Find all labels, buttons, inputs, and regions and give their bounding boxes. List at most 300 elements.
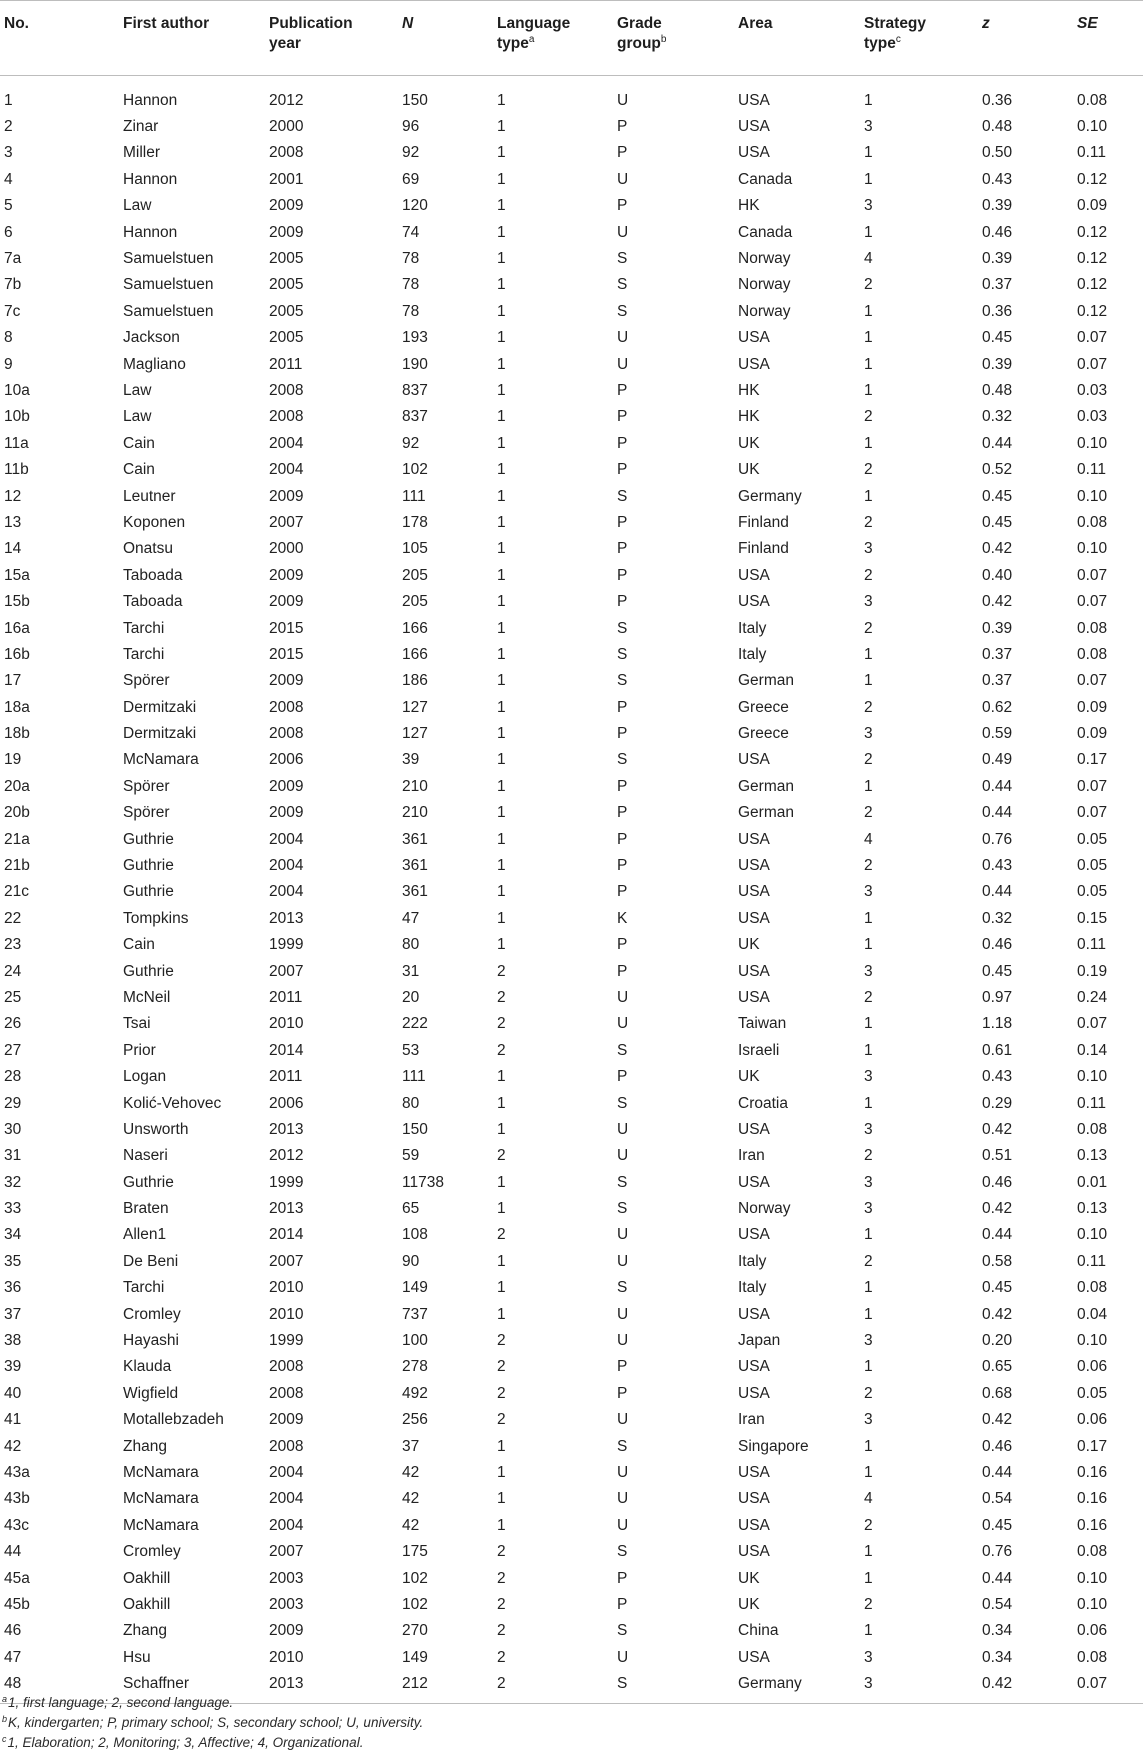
cell-publication-year: 2013 (269, 1200, 304, 1218)
cell-strategy-type: 2 (864, 698, 873, 716)
cell-first-author: Spörer (123, 804, 170, 822)
cell-area: Norway (738, 276, 791, 294)
cell-publication-year: 2015 (269, 619, 304, 637)
cell-first-author: De Beni (123, 1252, 179, 1270)
cell-area: HK (738, 381, 760, 399)
cell-no: 23 (4, 936, 22, 954)
cell-grade-group: U (617, 1252, 629, 1270)
cell-n: 210 (402, 804, 428, 822)
cell-z: 0.43 (982, 857, 1013, 875)
cell-no: 21a (4, 830, 30, 848)
cell-z: 0.45 (982, 487, 1013, 505)
cell-first-author: Guthrie (123, 857, 174, 875)
cell-n: 31 (402, 962, 420, 980)
cell-language-type: 1 (497, 91, 506, 109)
cell-z: 0.37 (982, 672, 1013, 690)
cell-no: 41 (4, 1411, 22, 1429)
cell-first-author: Spörer (123, 672, 170, 690)
cell-grade-group: U (617, 1332, 629, 1350)
table-row (0, 1645, 1143, 1671)
cell-n: 47 (402, 909, 420, 927)
cell-se: 0.17 (1077, 751, 1108, 769)
cell-n: 105 (402, 540, 428, 558)
cell-z: 0.39 (982, 250, 1013, 268)
cell-z: 0.48 (982, 381, 1013, 399)
cell-grade-group: U (617, 1516, 629, 1534)
cell-language-type: 1 (497, 1437, 506, 1455)
cell-strategy-type: 3 (864, 540, 873, 558)
cell-grade-group: S (617, 619, 628, 637)
cell-strategy-type: 3 (864, 1120, 873, 1138)
cell-publication-year: 2005 (269, 276, 304, 294)
cell-language-type: 1 (497, 276, 506, 294)
cell-grade-group: P (617, 118, 628, 136)
cell-area: USA (738, 751, 770, 769)
cell-first-author: Spörer (123, 777, 170, 795)
cell-publication-year: 2005 (269, 329, 304, 347)
cell-n: 108 (402, 1226, 428, 1244)
cell-se: 0.07 (1077, 804, 1108, 822)
table-row (0, 510, 1143, 536)
cell-z: 0.52 (982, 461, 1013, 479)
cell-n: 80 (402, 1094, 420, 1112)
cell-strategy-type: 3 (864, 118, 873, 136)
cell-n: 20 (402, 988, 420, 1006)
cell-grade-group: S (617, 1437, 628, 1455)
cell-publication-year: 2008 (269, 1384, 304, 1402)
header-z: z (982, 15, 990, 32)
cell-language-type: 1 (497, 619, 506, 637)
cell-area: USA (738, 593, 770, 611)
cell-area: German (738, 804, 794, 822)
cell-strategy-type: 2 (864, 988, 873, 1006)
cell-se: 0.14 (1077, 1041, 1108, 1059)
cell-strategy-type: 1 (864, 1622, 873, 1640)
cell-area: USA (738, 91, 770, 109)
table-row (0, 932, 1143, 958)
cell-publication-year: 2004 (269, 434, 304, 452)
cell-se: 0.08 (1077, 513, 1108, 531)
cell-strategy-type: 3 (864, 1648, 873, 1666)
cell-area: Singapore (738, 1437, 809, 1455)
cell-publication-year: 2015 (269, 645, 304, 663)
cell-first-author: Zhang (123, 1437, 167, 1455)
cell-strategy-type: 2 (864, 1252, 873, 1270)
cell-language-type: 2 (497, 1622, 506, 1640)
cell-first-author: Tarchi (123, 619, 165, 637)
cell-z: 0.44 (982, 1226, 1013, 1244)
table-row (0, 1275, 1143, 1301)
cell-z: 0.42 (982, 540, 1013, 558)
cell-n: 39 (402, 751, 420, 769)
table-row (0, 88, 1143, 114)
table-row (0, 536, 1143, 562)
cell-se: 0.04 (1077, 1305, 1108, 1323)
cell-area: USA (738, 1490, 770, 1508)
table-row (0, 1038, 1143, 1064)
cell-first-author: Samuelstuen (123, 276, 214, 294)
cell-area: UK (738, 1569, 760, 1587)
cell-language-type: 1 (497, 329, 506, 347)
cell-z: 0.58 (982, 1252, 1013, 1270)
cell-language-type: 2 (497, 1648, 506, 1666)
table-row (0, 1513, 1143, 1539)
cell-area: USA (738, 144, 770, 162)
cell-n: 127 (402, 725, 428, 743)
cell-se: 0.13 (1077, 1200, 1108, 1218)
cell-first-author: Hsu (123, 1648, 151, 1666)
cell-area: USA (738, 1464, 770, 1481)
cell-no: 5 (4, 197, 13, 215)
cell-n: 361 (402, 883, 428, 901)
header-strategy-type: Strategy type$^c$ (864, 15, 927, 52)
cell-z: 0.36 (982, 91, 1013, 109)
cell-area: USA (738, 1173, 770, 1191)
cell-n: 42 (402, 1464, 420, 1481)
cell-strategy-type: 1 (864, 1543, 873, 1561)
cell-no: 18a (4, 698, 30, 716)
cell-z: 0.43 (982, 170, 1013, 188)
cell-first-author: Motallebzadeh (123, 1411, 224, 1429)
cell-z: 0.76 (982, 830, 1013, 848)
cell-z: 0.44 (982, 434, 1013, 452)
cell-se: 0.12 (1077, 223, 1108, 241)
cell-language-type: 2 (497, 1226, 506, 1244)
cell-no: 33 (4, 1200, 22, 1218)
cell-area: Croatia (738, 1094, 788, 1112)
table-row (0, 1618, 1143, 1644)
cell-no: 19 (4, 751, 22, 769)
cell-area: Italy (738, 1279, 767, 1297)
cell-z: 0.45 (982, 1279, 1013, 1297)
cell-grade-group: P (617, 513, 628, 531)
cell-language-type: 1 (497, 540, 506, 558)
table-row (0, 853, 1143, 879)
cell-area: UK (738, 1068, 760, 1086)
cell-language-type: 2 (497, 1411, 506, 1429)
cell-area: Italy (738, 619, 767, 637)
cell-publication-year: 2011 (269, 988, 303, 1006)
cell-first-author: Hannon (123, 223, 178, 241)
cell-se: 0.10 (1077, 1595, 1108, 1613)
cell-no: 10a (4, 381, 30, 399)
cell-no: 14 (4, 540, 22, 558)
table-row (0, 457, 1143, 483)
cell-grade-group: P (617, 804, 628, 822)
cell-first-author: Guthrie (123, 1173, 174, 1191)
cell-no: 11b (4, 461, 29, 479)
cell-z: 0.48 (982, 118, 1013, 136)
cell-strategy-type: 1 (864, 91, 873, 109)
cell-no: 43c (4, 1516, 29, 1534)
cell-grade-group: P (617, 883, 628, 901)
cell-language-type: 2 (497, 1015, 506, 1033)
cell-language-type: 1 (497, 118, 506, 136)
cell-publication-year: 2007 (269, 513, 304, 531)
cell-strategy-type: 3 (864, 962, 873, 980)
cell-first-author: Hayashi (123, 1332, 179, 1350)
cell-strategy-type: 1 (864, 170, 873, 188)
cell-area: Germany (738, 487, 802, 505)
table-row (0, 114, 1143, 140)
cell-z: 0.44 (982, 777, 1013, 795)
cell-strategy-type: 1 (864, 1279, 873, 1297)
cell-strategy-type: 1 (864, 1094, 873, 1112)
table-row (0, 906, 1143, 932)
cell-no: 15b (4, 593, 30, 611)
cell-z: 0.46 (982, 1437, 1013, 1455)
cell-area: China (738, 1622, 779, 1640)
cell-z: 0.97 (982, 988, 1013, 1006)
table-row (0, 721, 1143, 747)
cell-z: 0.61 (982, 1041, 1013, 1059)
cell-grade-group: S (617, 1543, 628, 1561)
cell-area: UK (738, 434, 760, 452)
cell-se: 0.07 (1077, 777, 1108, 795)
cell-language-type: 2 (497, 1147, 506, 1165)
cell-no: 30 (4, 1120, 22, 1138)
cell-z: 0.37 (982, 276, 1013, 294)
cell-publication-year: 2003 (269, 1595, 304, 1613)
cell-area: USA (738, 355, 770, 373)
cell-se: 0.11 (1077, 1094, 1107, 1112)
cell-z: 0.40 (982, 566, 1013, 584)
table-row (0, 483, 1143, 509)
cell-grade-group: U (617, 223, 629, 241)
header-first-author: First author (123, 15, 210, 32)
cell-grade-group: P (617, 698, 628, 716)
cell-strategy-type: 1 (864, 1437, 873, 1455)
cell-language-type: 1 (497, 487, 506, 505)
cell-area: USA (738, 857, 770, 875)
cell-language-type: 1 (497, 434, 506, 452)
cell-no: 3 (4, 144, 13, 162)
cell-area: Finland (738, 513, 789, 531)
cell-strategy-type: 1 (864, 355, 873, 373)
cell-language-type: 2 (497, 988, 506, 1006)
table-row (0, 1328, 1143, 1354)
cell-se: 0.10 (1077, 540, 1108, 558)
table-row (0, 1592, 1143, 1618)
cell-se: 0.12 (1077, 250, 1108, 268)
cell-strategy-type: 4 (864, 830, 873, 848)
cell-n: 278 (402, 1358, 428, 1376)
cell-n: 102 (402, 1569, 428, 1587)
header-publication-year: Publication year (269, 15, 353, 52)
table-row (0, 351, 1143, 377)
cell-se: 0.07 (1077, 593, 1108, 611)
cell-strategy-type: 2 (864, 1516, 873, 1534)
cell-no: 7a (4, 250, 22, 268)
cell-first-author: Oakhill (123, 1569, 171, 1587)
cell-language-type: 1 (497, 408, 506, 426)
cell-strategy-type: 1 (864, 645, 873, 663)
cell-publication-year: 2012 (269, 91, 304, 109)
cell-z: 0.49 (982, 751, 1013, 769)
cell-language-type: 2 (497, 962, 506, 980)
table-row (0, 246, 1143, 272)
footnote-b: $^b$K, kindergarten; P, primary school; S, secondary school; U, university. (2, 1713, 424, 1730)
table-row (0, 879, 1143, 905)
cell-publication-year: 2008 (269, 144, 304, 162)
cell-publication-year: 2004 (269, 883, 304, 901)
cell-se: 0.05 (1077, 830, 1108, 848)
cell-se: 0.08 (1077, 1543, 1108, 1561)
cell-strategy-type: 2 (864, 566, 873, 584)
cell-no: 28 (4, 1068, 22, 1086)
cell-first-author: Magliano (123, 355, 186, 373)
cell-se: 0.08 (1077, 1648, 1108, 1666)
header-n: N (402, 15, 414, 32)
cell-grade-group: U (617, 1226, 629, 1244)
cell-z: 0.44 (982, 1464, 1013, 1481)
cell-language-type: 1 (497, 355, 506, 373)
cell-publication-year: 2009 (269, 672, 304, 690)
table-row (0, 589, 1143, 615)
cell-language-type: 1 (497, 1464, 506, 1481)
cell-strategy-type: 2 (864, 804, 873, 822)
cell-se: 0.10 (1077, 434, 1108, 452)
cell-publication-year: 2004 (269, 857, 304, 875)
cell-area: USA (738, 830, 770, 848)
cell-first-author: Wigfield (123, 1384, 179, 1402)
cell-language-type: 1 (497, 1516, 506, 1534)
cell-n: 78 (402, 276, 420, 294)
table-row (0, 378, 1143, 404)
table-row (0, 774, 1143, 800)
cell-no: 16a (4, 619, 30, 637)
table-row (0, 1143, 1143, 1169)
cell-language-type: 1 (497, 461, 506, 479)
cell-language-type: 1 (497, 1120, 506, 1138)
cell-no: 47 (4, 1648, 22, 1666)
cell-language-type: 1 (497, 804, 506, 822)
cell-no: 26 (4, 1015, 22, 1033)
table-row (0, 1011, 1143, 1037)
cell-no: 16b (4, 645, 30, 663)
cell-area: UK (738, 936, 760, 954)
cell-n: 361 (402, 857, 428, 875)
cell-se: 0.11 (1077, 936, 1107, 954)
cell-publication-year: 2003 (269, 1569, 304, 1587)
cell-first-author: McNeil (123, 988, 171, 1006)
cell-se: 0.12 (1077, 276, 1108, 294)
cell-se: 0.01 (1077, 1173, 1108, 1191)
cell-grade-group: U (617, 988, 629, 1006)
cell-se: 0.07 (1077, 672, 1108, 690)
cell-se: 0.07 (1077, 566, 1108, 584)
cell-language-type: 1 (497, 751, 506, 769)
table-row (0, 563, 1143, 589)
cell-area: Japan (738, 1332, 781, 1350)
table-row (0, 642, 1143, 668)
cell-first-author: Guthrie (123, 830, 174, 848)
cell-no: 46 (4, 1622, 22, 1640)
cell-grade-group: S (617, 645, 628, 663)
cell-grade-group: S (617, 751, 628, 769)
cell-language-type: 1 (497, 830, 506, 848)
cell-first-author: Leutner (123, 487, 176, 505)
cell-strategy-type: 3 (864, 1411, 873, 1429)
cell-first-author: Logan (123, 1068, 167, 1086)
cell-no: 34 (4, 1226, 22, 1244)
cell-se: 0.16 (1077, 1464, 1108, 1481)
cell-first-author: Dermitzaki (123, 725, 197, 743)
cell-publication-year: 1999 (269, 1332, 304, 1350)
cell-publication-year: 2008 (269, 1358, 304, 1376)
cell-n: 59 (402, 1147, 420, 1165)
cell-no: 7c (4, 302, 21, 320)
cell-n: 166 (402, 645, 428, 663)
cell-n: 11738 (402, 1173, 444, 1191)
table-row (0, 1381, 1143, 1407)
cell-area: USA (738, 1543, 770, 1561)
cell-publication-year: 1999 (269, 936, 304, 954)
cell-no: 43b (4, 1490, 30, 1508)
cell-se: 0.10 (1077, 1569, 1108, 1587)
cell-z: 0.45 (982, 1516, 1013, 1534)
cell-first-author: Unsworth (123, 1120, 189, 1138)
cell-strategy-type: 1 (864, 487, 873, 505)
cell-n: 256 (402, 1411, 428, 1429)
cell-no: 13 (4, 513, 22, 531)
cell-first-author: Cain (123, 936, 155, 954)
header-no: No. (4, 15, 29, 32)
header-area: Area (738, 15, 773, 32)
cell-strategy-type: 2 (864, 1384, 873, 1402)
cell-grade-group: P (617, 1595, 628, 1613)
table-row (0, 1433, 1143, 1459)
cell-publication-year: 2007 (269, 1543, 304, 1561)
cell-no: 45a (4, 1569, 30, 1587)
cell-grade-group: S (617, 1041, 628, 1059)
cell-no: 9 (4, 355, 13, 373)
cell-publication-year: 2010 (269, 1648, 304, 1666)
cell-area: HK (738, 197, 760, 215)
cell-first-author: Taboada (123, 593, 183, 611)
cell-z: 0.39 (982, 197, 1013, 215)
cell-publication-year: 2009 (269, 1622, 304, 1640)
cell-strategy-type: 3 (864, 593, 873, 611)
cell-z: 0.37 (982, 645, 1013, 663)
cell-language-type: 1 (497, 883, 506, 901)
cell-area: USA (738, 988, 770, 1006)
cell-grade-group: P (617, 1569, 628, 1587)
cell-language-type: 2 (497, 1358, 506, 1376)
cell-area: Italy (738, 645, 767, 663)
cell-publication-year: 2004 (269, 1490, 304, 1508)
cell-area: Finland (738, 540, 789, 558)
cell-z: 0.20 (982, 1332, 1013, 1350)
cell-se: 0.03 (1077, 381, 1108, 399)
cell-strategy-type: 2 (864, 461, 873, 479)
cell-se: 0.05 (1077, 1384, 1108, 1402)
cell-z: 0.51 (982, 1147, 1013, 1165)
cell-publication-year: 2008 (269, 698, 304, 716)
cell-first-author: McNamara (123, 1516, 199, 1534)
cell-publication-year: 2009 (269, 566, 304, 584)
cell-first-author: Tarchi (123, 645, 165, 663)
table-row (0, 325, 1143, 351)
cell-grade-group: P (617, 936, 628, 954)
cell-strategy-type: 1 (864, 1015, 873, 1033)
table-row (0, 668, 1143, 694)
cell-strategy-type: 2 (864, 1595, 873, 1613)
cell-n: 149 (402, 1279, 428, 1297)
cell-grade-group: U (617, 1147, 629, 1165)
cell-z: 0.43 (982, 1068, 1013, 1086)
table-row (0, 1249, 1143, 1275)
